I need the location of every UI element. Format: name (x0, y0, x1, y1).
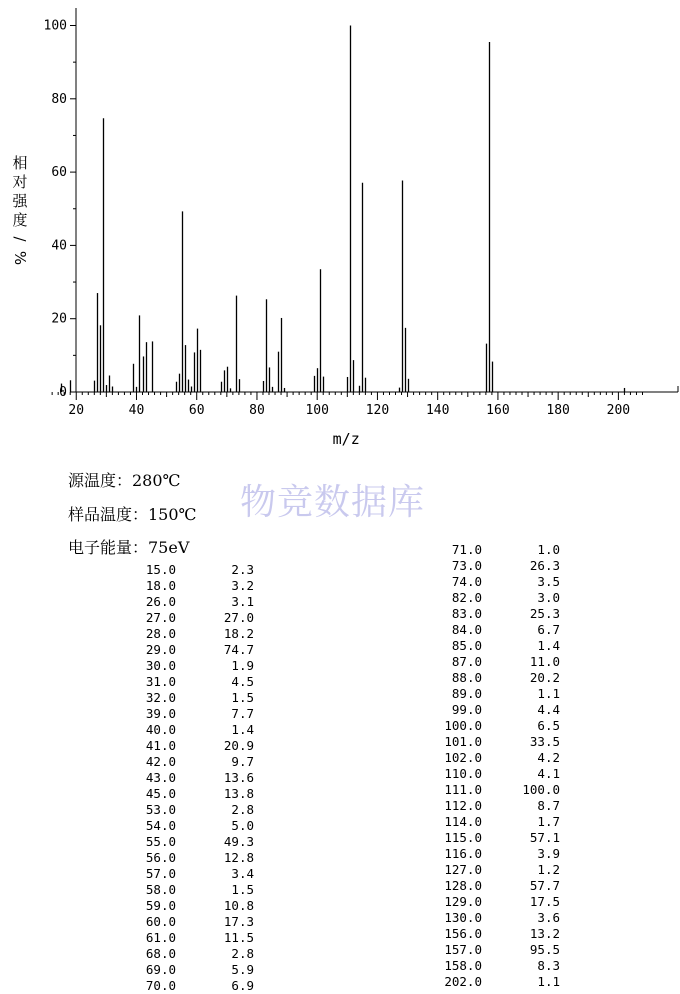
source-temperature: 源温度：280℃ (68, 471, 181, 490)
peak-abundance: 9.7 (231, 754, 254, 769)
peak-mz: 84.0 (451, 622, 482, 637)
sample-temperature: 样品温度：150℃ (68, 505, 197, 524)
peak-mz: 31.0 (145, 674, 176, 689)
peak-abundance: 20.2 (529, 670, 560, 685)
peak-mz: 99.0 (451, 702, 482, 717)
peak-abundance: 5.0 (231, 818, 254, 833)
peak-abundance: 11.0 (529, 654, 560, 669)
peak-mz: 57.0 (145, 866, 176, 881)
peak-abundance: 1.5 (231, 690, 254, 705)
x-tick-label: 180 (546, 403, 570, 418)
peak-abundance: 2.8 (231, 802, 254, 817)
y-axis-label-char: 强 (12, 192, 28, 210)
peak-mz: 42.0 (145, 754, 176, 769)
peak-abundance: 6.9 (231, 978, 254, 993)
peak-abundance: 4.1 (537, 766, 560, 781)
peak-abundance: 100.0 (522, 782, 560, 797)
peak-abundance: 18.2 (223, 626, 254, 641)
x-tick-label: 100 (305, 403, 329, 418)
x-tick-label: 20 (68, 403, 85, 418)
peak-abundance: 12.8 (223, 850, 254, 865)
y-axis-label-char: 相 (12, 154, 28, 172)
peak-mz: 87.0 (451, 654, 482, 669)
x-tick-label: 60 (188, 403, 205, 418)
peak-mz: 26.0 (145, 594, 176, 609)
peak-mz: 70.0 (145, 978, 176, 993)
peak-abundance: 5.9 (231, 962, 254, 977)
peak-mz: 130.0 (444, 910, 482, 925)
peak-abundance: 26.3 (529, 558, 560, 573)
peak-abundance: 3.4 (231, 866, 254, 881)
x-tick-label: 160 (486, 403, 510, 418)
peak-abundance: 11.5 (223, 930, 254, 945)
peak-abundance: 1.1 (537, 974, 560, 989)
peak-mz: 114.0 (444, 814, 482, 829)
peak-mz: 32.0 (145, 690, 176, 705)
y-tick-label: 40 (51, 238, 67, 254)
x-tick-label: 40 (128, 403, 145, 418)
peak-abundance: 57.7 (529, 878, 560, 893)
peak-abundance: 8.7 (537, 798, 560, 813)
peak-mz: 115.0 (444, 830, 482, 845)
peak-abundance: 25.3 (529, 606, 560, 621)
peak-mz: 100.0 (444, 718, 482, 733)
peak-mz: 127.0 (444, 862, 482, 877)
peak-mz: 61.0 (145, 930, 176, 945)
watermark-text: 物竞数据库 (240, 482, 426, 523)
peak-mz: 60.0 (145, 914, 176, 929)
peak-mz: 156.0 (444, 926, 482, 941)
peak-abundance: 8.3 (537, 958, 560, 973)
peak-abundance: 13.2 (529, 926, 560, 941)
peak-abundance: 3.2 (231, 578, 254, 593)
peak-abundance: 4.2 (537, 750, 560, 765)
y-tick-label: 60 (51, 165, 67, 181)
peak-mz: 128.0 (444, 878, 482, 893)
peak-abundance: 2.3 (231, 562, 254, 577)
peak-abundance: 3.9 (537, 846, 560, 861)
peak-mz: 28.0 (145, 626, 176, 641)
peak-mz: 73.0 (451, 558, 482, 573)
peak-mz: 59.0 (145, 898, 176, 913)
peak-abundance: 4.4 (537, 702, 560, 717)
peak-mz: 101.0 (444, 734, 482, 749)
peak-abundance: 49.3 (223, 834, 254, 849)
peak-mz: 111.0 (444, 782, 482, 797)
y-axis-label-char: 度 (12, 211, 28, 229)
peak-abundance: 20.9 (223, 738, 254, 753)
peak-mz: 30.0 (145, 658, 176, 673)
peak-abundance: 74.7 (223, 642, 254, 657)
peak-abundance: 1.4 (231, 722, 254, 737)
peak-mz: 74.0 (451, 574, 482, 589)
peak-mz: 15.0 (145, 562, 176, 577)
peak-abundance: 1.9 (231, 658, 254, 673)
y-axis-label-char: 对 (12, 173, 28, 191)
peak-abundance: 17.3 (223, 914, 254, 929)
peak-abundance: 3.1 (231, 594, 254, 609)
peak-mz: 43.0 (145, 770, 176, 785)
peak-mz: 45.0 (145, 786, 176, 801)
y-axis-label-char: % (11, 250, 29, 266)
x-tick-label: 80 (249, 403, 265, 418)
peak-mz: 53.0 (145, 802, 176, 817)
peak-mz: 40.0 (145, 722, 176, 737)
peak-mz: 116.0 (444, 846, 482, 861)
peak-abundance: 1.5 (231, 882, 254, 897)
peak-abundance: 3.5 (537, 574, 560, 589)
peak-mz: 54.0 (145, 818, 176, 833)
peak-abundance: 2.8 (231, 946, 254, 961)
peak-mz: 112.0 (444, 798, 482, 813)
peak-abundance: 13.6 (223, 770, 254, 785)
peak-abundance: 27.0 (223, 610, 254, 625)
peak-table-left (138, 562, 258, 992)
peak-mz: 89.0 (451, 686, 482, 701)
peak-abundance: 1.4 (537, 638, 560, 653)
peak-mz: 41.0 (145, 738, 176, 753)
y-tick-label: 0 (59, 385, 67, 400)
peak-abundance: 33.5 (529, 734, 560, 749)
peak-mz: 82.0 (451, 590, 482, 605)
peak-abundance: 57.1 (529, 830, 560, 845)
peak-mz: 29.0 (145, 642, 176, 657)
peak-abundance: 1.7 (537, 814, 560, 829)
y-tick-label: 80 (51, 91, 67, 107)
peak-mz: 129.0 (444, 894, 482, 909)
peak-mz: 158.0 (444, 958, 482, 973)
peak-mz: 110.0 (444, 766, 482, 781)
peak-table-right (444, 542, 564, 992)
peak-mz: 68.0 (145, 946, 176, 961)
peak-mz: 157.0 (444, 942, 482, 957)
peak-mz: 56.0 (145, 850, 176, 865)
peak-mz: 71.0 (451, 542, 482, 557)
x-axis-label: m/z (332, 430, 360, 448)
y-tick-label: 20 (51, 311, 67, 327)
peak-mz: 39.0 (145, 706, 176, 721)
peak-mz: 58.0 (145, 882, 176, 897)
x-tick-label: 120 (365, 403, 390, 418)
peak-mz: 88.0 (451, 670, 482, 685)
peak-mz: 69.0 (145, 962, 176, 977)
peak-abundance: 7.7 (231, 706, 254, 721)
peak-abundance: 1.2 (537, 862, 560, 877)
peak-abundance: 6.5 (537, 718, 560, 733)
mass-spectrum-chart (0, 0, 680, 460)
peak-mz: 55.0 (145, 834, 176, 849)
electron-energy: 电子能量：75eV (68, 538, 190, 557)
peak-abundance: 13.8 (223, 786, 254, 801)
peak-mz: 85.0 (451, 638, 482, 653)
peak-mz: 18.0 (145, 578, 176, 593)
peak-abundance: 3.0 (537, 590, 560, 605)
peak-abundance: 10.8 (223, 898, 254, 913)
peak-mz: 83.0 (451, 606, 482, 621)
y-axis-label-char: / (11, 236, 29, 242)
peak-abundance: 1.1 (537, 686, 560, 701)
peak-abundance: 4.5 (231, 674, 254, 689)
peak-mz: 102.0 (444, 750, 482, 765)
peak-abundance: 17.5 (529, 894, 560, 909)
y-tick-label: 100 (43, 18, 67, 34)
x-tick-label: 200 (606, 403, 631, 418)
peak-abundance: 3.6 (537, 910, 560, 925)
peak-abundance: 95.5 (529, 942, 560, 957)
x-tick-label: 140 (425, 403, 450, 418)
peak-abundance: 6.7 (537, 622, 560, 637)
peak-mz: 202.0 (444, 974, 482, 989)
peak-abundance: 1.0 (537, 542, 560, 557)
peak-mz: 27.0 (145, 610, 176, 625)
